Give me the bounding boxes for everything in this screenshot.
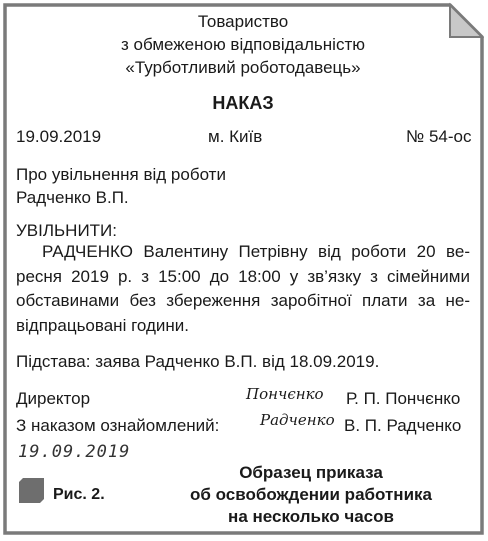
organization-line-3: «Турботливий роботодавець» — [125, 58, 361, 77]
director-name: Р. П. Пончєнко — [346, 389, 461, 408]
order-verb: УВІЛЬНИТИ: — [16, 221, 117, 240]
acknowledged-name: В. П. Радченко — [344, 416, 462, 435]
body-line: обставинами без збереження заробітної плати за не- — [16, 291, 470, 310]
order-document — [2, 2, 484, 536]
basis-line: Підстава: заява Радченко В.П. від 18.09.2019. — [16, 352, 380, 371]
figure-caption-line-1: Образец приказа — [239, 463, 383, 482]
director-label: Директор — [16, 389, 91, 408]
document-title: НАКАЗ — [212, 93, 274, 113]
order-number: № 54-ос — [406, 127, 472, 146]
body-line: РАДЧЕНКО Валентину Петрівну від роботи 20 ве- — [42, 242, 470, 261]
figure-caption-line-2: об освобождении работника — [190, 485, 432, 504]
figure-marker-icon — [19, 478, 44, 503]
body-line: ресня 2019 р. з 15:00 до 18:00 у зв’язку з сімейними — [16, 266, 470, 286]
order-body — [16, 240, 470, 338]
organization-line-2: з обмеженою відповідальністю — [121, 35, 365, 54]
acknowledged-signature: Радченко — [260, 411, 335, 429]
subject-line-1: Про увільнення від роботи — [16, 165, 226, 184]
body-line: відпрацьовані години. — [16, 315, 190, 335]
subject-line-2: Радченко В.П. — [16, 188, 129, 207]
director-signature: Пончєнко — [246, 385, 324, 403]
figure-caption-line-3: на несколько часов — [228, 507, 394, 526]
order-city: м. Київ — [208, 127, 263, 146]
figure-label: Рис. 2. — [53, 486, 105, 503]
order-date: 19.09.2019 — [16, 127, 102, 146]
acknowledged-label: З наказом ознайомлений: — [16, 416, 220, 435]
handwritten-date: 19.09.2019 — [18, 442, 131, 462]
figure-caption — [157, 462, 465, 528]
organization-line-1: Товариство — [197, 12, 289, 31]
